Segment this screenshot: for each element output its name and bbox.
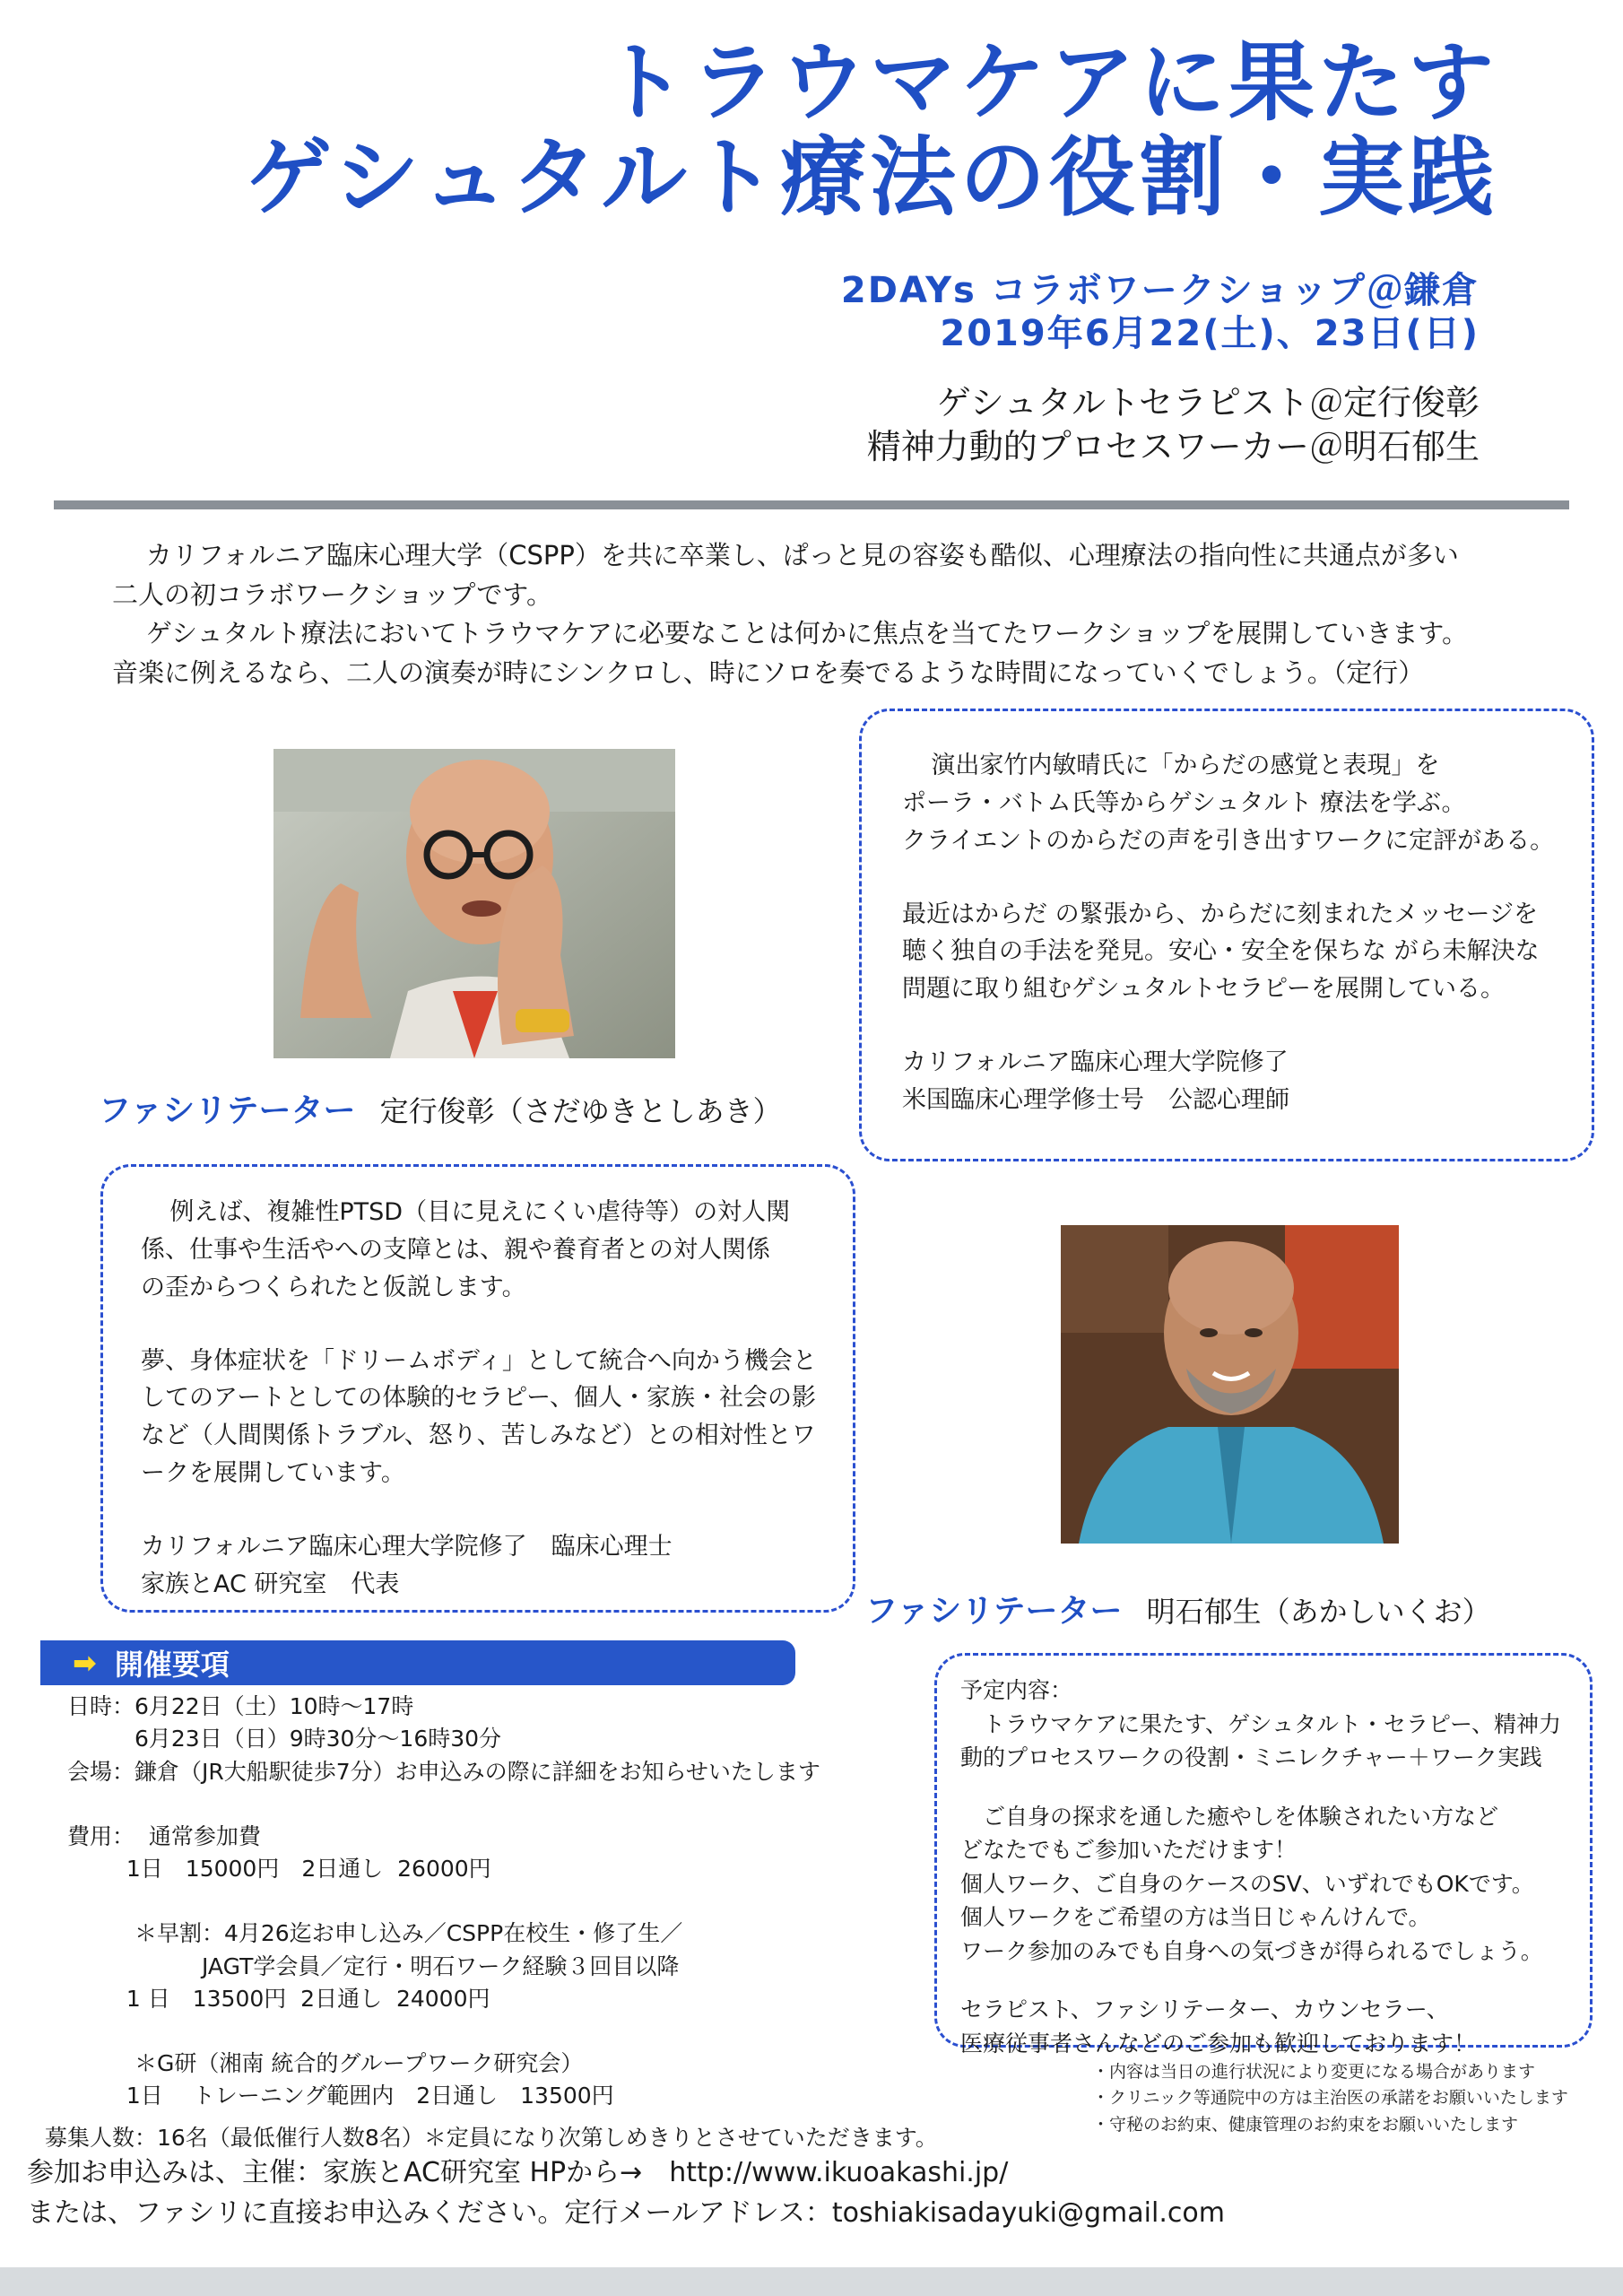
bottom-band — [0, 2267, 1623, 2296]
portrait-image-1 — [273, 749, 675, 1058]
header-divider — [54, 500, 1569, 509]
sadayuki-line-5: 聴く独自の手法を発見。安心・安全を保ちな がら未解決な — [902, 937, 1540, 966]
note-1: ・内容は当日の進行状況により変更になる場合があります — [1092, 2062, 1536, 2082]
akashi-line-4: 夢、身体症状を「ドリームボディ」として統合へ向かう機会と — [141, 1346, 817, 1375]
sadayuki-line-3: クライエントのからだの声を引き出すワークに定評がある。 — [902, 826, 1555, 855]
akashi-line-7: ークを展開しています。 — [141, 1459, 405, 1488]
schedule-box — [934, 1653, 1593, 2057]
intro-paragraph-1b: 二人の初コラボワークショップです。 — [112, 578, 552, 610]
detail-fee-regular: 1日 15000円 2日通し 26000円 — [67, 1856, 491, 1882]
presenter-line-1: ゲシュタルトセラピスト＠定行俊彰 — [936, 383, 1480, 422]
sadayuki-profile-box — [859, 709, 1594, 1161]
detail-date-1: 日時：6月22日（土）10時〜17時 — [67, 1693, 414, 1719]
portrait-image-2 — [1061, 1225, 1399, 1544]
sadayuki-line-6: 問題に取り組むゲシュタルトセラピーを展開している。 — [902, 975, 1506, 1004]
akashi-line-8: カリフォルニア臨床心理大学院修了 臨床心理士 — [141, 1532, 673, 1561]
akashi-line-5: してのアートとしての体験的セラピー、個人・家族・社会の影 — [141, 1384, 817, 1413]
intro-paragraph-1: カリフォルニア臨床心理大学（CSPP）を共に卒業し、ぱっと見の容姿も酷似、心理療法の指向性に共通点が多い — [145, 540, 1459, 570]
detail-early-bird-cond: JAGT学会員／定行・明石ワーク経験３回目以降 — [67, 1952, 680, 1979]
detail-fee-early: 1 日 13500円 2日通し 24000円 — [67, 1985, 490, 2012]
detail-early-bird: ＊早割：4月26迄お申し込み／CSPP在校生・修了生／ — [67, 1920, 683, 1947]
sadayuki-line-8: 米国臨床心理学修士号 公認心理師 — [902, 1085, 1289, 1114]
facilitator-1-caption — [99, 1085, 870, 1131]
schedule-line-10: 医療従事者さんなどのご参加も歓迎しております！ — [960, 2030, 1477, 2057]
schedule-line-8: ワーク参加のみでも自身への気づきが得られるでしょう。 — [960, 1937, 1543, 1964]
akashi-line-2: 係、仕事や生活やへの支障とは、親や養育者との対人関係 — [141, 1235, 770, 1264]
title-line-2: ゲシュタルト療法の役割・実践 — [245, 126, 1497, 228]
detail-g-ken: ＊G研（湘南 統合的グループワーク研究会） — [67, 2050, 584, 2076]
akashi-profile-box — [100, 1164, 855, 1613]
facilitator-2-name: 明石郁生（あかしいくお） — [1146, 1595, 1491, 1629]
schedule-line-3: 動的プロセスワークの役割・ミニレクチャー＋ワーク実践 — [960, 1744, 1542, 1770]
sadayuki-line-7: カリフォルニア臨床心理大学院修了 — [902, 1048, 1289, 1077]
schedule-line-5: どなたでもご参加いただけます！ — [960, 1837, 1298, 1863]
facilitator-2-caption — [865, 1586, 1583, 1631]
detail-capacity: 募集人数：16名（最低催行人数8名）＊定員になり次第しめきりとさせていただきます。 — [45, 2124, 938, 2151]
title-line-1: トラウマケアに果たす — [601, 32, 1497, 133]
facilitator-1-label: ファシリテーター — [99, 1092, 356, 1129]
application-line-2: または、ファシリに直接お申込みください。定行メールアドレス：toshiakisadayuki@gmail.com — [27, 2197, 1225, 2229]
schedule-line-1: 予定内容： — [960, 1677, 1073, 1703]
schedule-line-6: 個人ワーク、ご自身のケースのSV、いずれでもOKです。 — [960, 1870, 1534, 1897]
schedule-line-9: セラピスト、ファシリテーター、カウンセラー、 — [960, 1996, 1449, 2022]
detail-fee-heading: 費用： 通常参加費 — [67, 1822, 261, 1849]
event-details-banner — [40, 1640, 795, 1685]
sadayuki-line-1: 演出家竹内敏晴氏に「からだの感覚と表現」を — [931, 752, 1440, 779]
intro-paragraph-3: 音楽に例えるなら、二人の演奏が時にシンクロし、時にソロを奏でるような時間になっていくでしょう。（定行） — [112, 657, 1425, 688]
note-3: ・守秘のお約束、健康管理のお約束をお願いいたします — [1092, 2114, 1519, 2135]
facilitator-2-label: ファシリテーター — [865, 1593, 1123, 1630]
event-details-heading: 開催要項 — [114, 1648, 230, 1682]
intro-text — [112, 536, 1565, 692]
arrow-right-icon: ➡ — [73, 1646, 97, 1680]
subtitle — [538, 269, 1480, 355]
akashi-line-6: など（人間関係トラブル、怒り、苦しみなど）との相対性とワ — [141, 1422, 816, 1450]
facilitator-1-name: 定行俊彰（さだゆきとしあき） — [379, 1094, 782, 1128]
detail-venue: 会場：鎌倉（JR大船駅徒歩7分）お申込みの際に詳細をお知らせいたします — [67, 1758, 820, 1785]
application-line-1: 参加お申込みは、主催：家族とAC研究室 HPから→ http://www.ikuoakashi.jp/ — [27, 2157, 1009, 2188]
sadayuki-line-2: ポーラ・バトム氏等からゲシュタルト 療法を学ぶ。 — [902, 788, 1466, 817]
sadayuki-photo — [273, 749, 675, 1058]
subtitle-line-2: 2019年6月22(土)、23日(日) — [940, 313, 1480, 354]
presenters — [538, 381, 1480, 470]
schedule-line-2: トラウマケアに果たす、ゲシュタルト・セラピー、精神力 — [960, 1710, 1562, 1737]
application-info — [27, 2152, 1605, 2233]
detail-fee-g-ken: 1日 トレーニング範囲内 2日通し 13500円 — [67, 2083, 614, 2109]
page-title — [54, 32, 1497, 228]
presenter-line-2: 精神力動的プロセスワーカー＠明石郁生 — [866, 427, 1480, 467]
note-2: ・クリニック等通院中の方は主治医の承諾をお願いいたします — [1092, 2088, 1568, 2109]
akashi-line-9: 家族とAC 研究室 代表 — [141, 1570, 400, 1598]
akashi-line-1: 例えば、複雑性PTSD（目に見えにくい虐待等）の対人関 — [169, 1198, 791, 1226]
schedule-line-4: ご自身の探求を通した癒やしを体験されたい方など — [960, 1803, 1499, 1830]
sadayuki-line-4: 最近はからだ の緊張から、からだに刻まれたメッセージを — [902, 900, 1538, 928]
akashi-photo — [1061, 1225, 1399, 1544]
schedule-line-7: 個人ワークをご希望の方は当日じゃんけんで。 — [960, 1904, 1431, 1930]
subtitle-line-1: 2DAYs コラボワークショップ＠鎌倉 — [840, 270, 1480, 311]
akashi-line-3: の歪からつくられたと仮説します。 — [141, 1273, 526, 1301]
event-details — [45, 1691, 964, 2154]
notes — [1092, 2059, 1594, 2138]
detail-date-2: 6月23日（日）9時30分〜16時30分 — [67, 1726, 502, 1752]
intro-paragraph-2: ゲシュタルト療法においてトラウマケアに必要なことは何かに焦点を当てたワークショップを展開していきます。 — [145, 618, 1469, 648]
